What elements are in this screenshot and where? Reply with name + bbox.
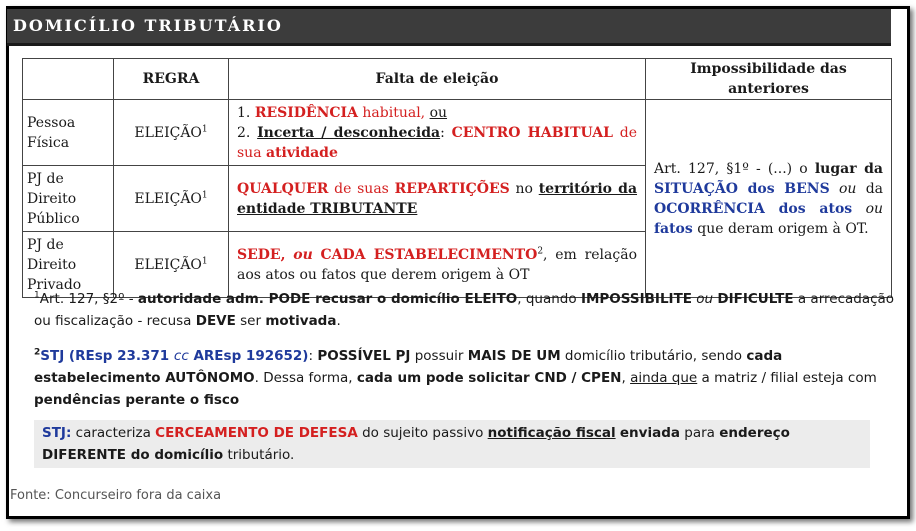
incerta-text: Incerta / desconhecida <box>257 124 441 141</box>
residencia-text: RESIDÊNCIA <box>254 104 358 121</box>
note-text: autoridade adm. PODE recusar o domicílio ELEITO <box>137 291 518 307</box>
source-caption: Fonte: Concurseiro fora da caixa <box>10 488 222 503</box>
ou-text: ou <box>293 246 313 263</box>
note-text: caracteriza <box>71 425 156 441</box>
da-text: da <box>865 180 883 197</box>
note-text: cada um pode solicitar CND / CPEN <box>356 370 622 386</box>
header-falta: Falta de eleição <box>229 59 646 100</box>
footnote-2 <box>34 345 896 411</box>
footnote-ref: 1 <box>201 123 208 134</box>
header-empty <box>23 59 114 100</box>
art-127-text: Art. 127, §1º - (...) o <box>654 160 808 177</box>
note-text: motivada <box>265 313 337 329</box>
qualquer-text: QUALQUER <box>237 180 329 197</box>
impossibilidade-cell <box>646 100 892 298</box>
ocorrencia-text: OCORRÊNCIA dos atos <box>654 200 853 217</box>
ou-text: ou <box>429 104 448 121</box>
header-impossibilidade: Impossibilidade das anteriores <box>646 59 892 100</box>
list-number: 1. <box>237 104 251 121</box>
atividade-text: atividade <box>266 144 338 161</box>
de-suas-text: de suas <box>334 180 389 197</box>
note-text: ou <box>692 291 718 307</box>
entity-line: Direito <box>27 256 77 273</box>
regra-cell <box>114 166 229 232</box>
falta-cell <box>229 166 646 232</box>
falta-line-2 <box>237 123 637 163</box>
stj-note <box>34 420 870 468</box>
note-text: POSSÍVEL PJ <box>317 348 411 364</box>
entity-line: Direito <box>27 190 77 207</box>
territorio-text: território da entidade TRIBUTANTE <box>237 180 638 217</box>
note-text: , quando <box>517 291 581 307</box>
note-text: domicílio tributário, sendo <box>560 348 747 364</box>
note-text: possuir <box>410 348 468 364</box>
colon-text: : <box>440 124 445 141</box>
note-text: . Dessa forma, <box>254 370 357 386</box>
domicilio-table <box>22 58 892 298</box>
entity-line: PJ de <box>27 170 64 187</box>
note-text: , <box>621 370 631 386</box>
regra-label: ELEIÇÃO <box>134 190 202 207</box>
footnote-ref: 2 <box>537 245 544 256</box>
table-header-row <box>23 59 892 100</box>
entity-line: Física <box>27 134 70 151</box>
entity-line: PJ de <box>27 236 64 253</box>
note-text: MAIS DE UM <box>467 348 561 364</box>
fatos-text: fatos <box>654 220 693 237</box>
note-text: cada estabelecimento AUTÔNOMO <box>34 348 783 386</box>
note-text: tributário. <box>223 447 295 463</box>
footnote-ref: 1 <box>201 255 208 266</box>
page-title: DOMICÍLIO TRIBUTÁRIO <box>13 16 283 35</box>
note-text: STJ (REsp 23.371 <box>40 348 174 364</box>
note-text: a matriz / filial esteja com <box>697 370 877 386</box>
note-text: notificação fiscal <box>487 425 616 441</box>
note-text: Art. 127, §2º - <box>39 291 138 307</box>
note-text: do sujeito passivo <box>357 425 488 441</box>
list-number: 2. <box>237 124 251 141</box>
habitual-text: habitual, <box>362 104 426 121</box>
lugar-da-text: lugar da <box>814 160 884 177</box>
note-text: ser <box>235 313 266 329</box>
note-text: AREsp 192652) <box>188 348 309 364</box>
note-text: IMPOSSIBILITE <box>580 291 692 307</box>
de-sua-text: de sua <box>237 124 638 161</box>
note-text: STJ: <box>42 425 72 441</box>
origem-text: que deram origem à OT. <box>697 220 869 237</box>
entity-line: Privado <box>27 276 82 293</box>
footnote-ref: 1 <box>201 189 208 200</box>
table-row <box>23 100 892 166</box>
entity-line: Público <box>27 210 80 227</box>
note-text: endereço DIFERENTE do domicílio <box>42 425 790 463</box>
note-text: a arrecadação ou fiscalização - recusa <box>34 291 895 329</box>
regra-label: ELEIÇÃO <box>134 124 202 141</box>
entity-line: Pessoa <box>27 114 76 131</box>
note-text: para <box>679 425 720 441</box>
centro-habitual-text: CENTRO HABITUAL <box>451 124 613 141</box>
note-text: CERCEAMENTO DE DEFESA <box>155 425 358 441</box>
note-text: cc <box>173 348 189 364</box>
no-text: no <box>515 180 533 197</box>
ou-text: ou <box>865 200 884 217</box>
sede-text: SEDE, <box>237 246 286 263</box>
relacao-text: , em relação aos atos ou fatos que derem origem à OT <box>237 246 637 283</box>
regra-label: ELEIÇÃO <box>134 256 202 273</box>
entity-cell <box>23 100 114 166</box>
reparticoes-text: REPARTIÇÕES <box>394 180 510 197</box>
entity-cell <box>23 166 114 232</box>
ou-text: ou <box>838 180 857 197</box>
note-text: DIFICULTE <box>717 291 794 307</box>
note-text: enviada <box>619 425 680 441</box>
title-bar <box>7 9 891 46</box>
note-text: : <box>308 348 318 364</box>
footnote-1 <box>34 288 896 332</box>
note-text: pendências perante o fisco <box>34 392 240 408</box>
note-text: ainda que <box>630 370 698 386</box>
falta-line-1 <box>237 103 637 123</box>
footnote-number: 2 <box>34 347 41 358</box>
footnote-number: 1 <box>34 290 40 301</box>
cada-estabelecimento-text: CADA ESTABELECIMENTO <box>320 246 538 263</box>
note-text: . <box>336 313 341 329</box>
header-regra: REGRA <box>114 59 229 100</box>
falta-cell <box>229 100 646 166</box>
situacao-bens-text: SITUAÇÃO dos BENS <box>654 180 830 197</box>
regra-cell <box>114 100 229 166</box>
note-text: DEVE <box>195 313 236 329</box>
